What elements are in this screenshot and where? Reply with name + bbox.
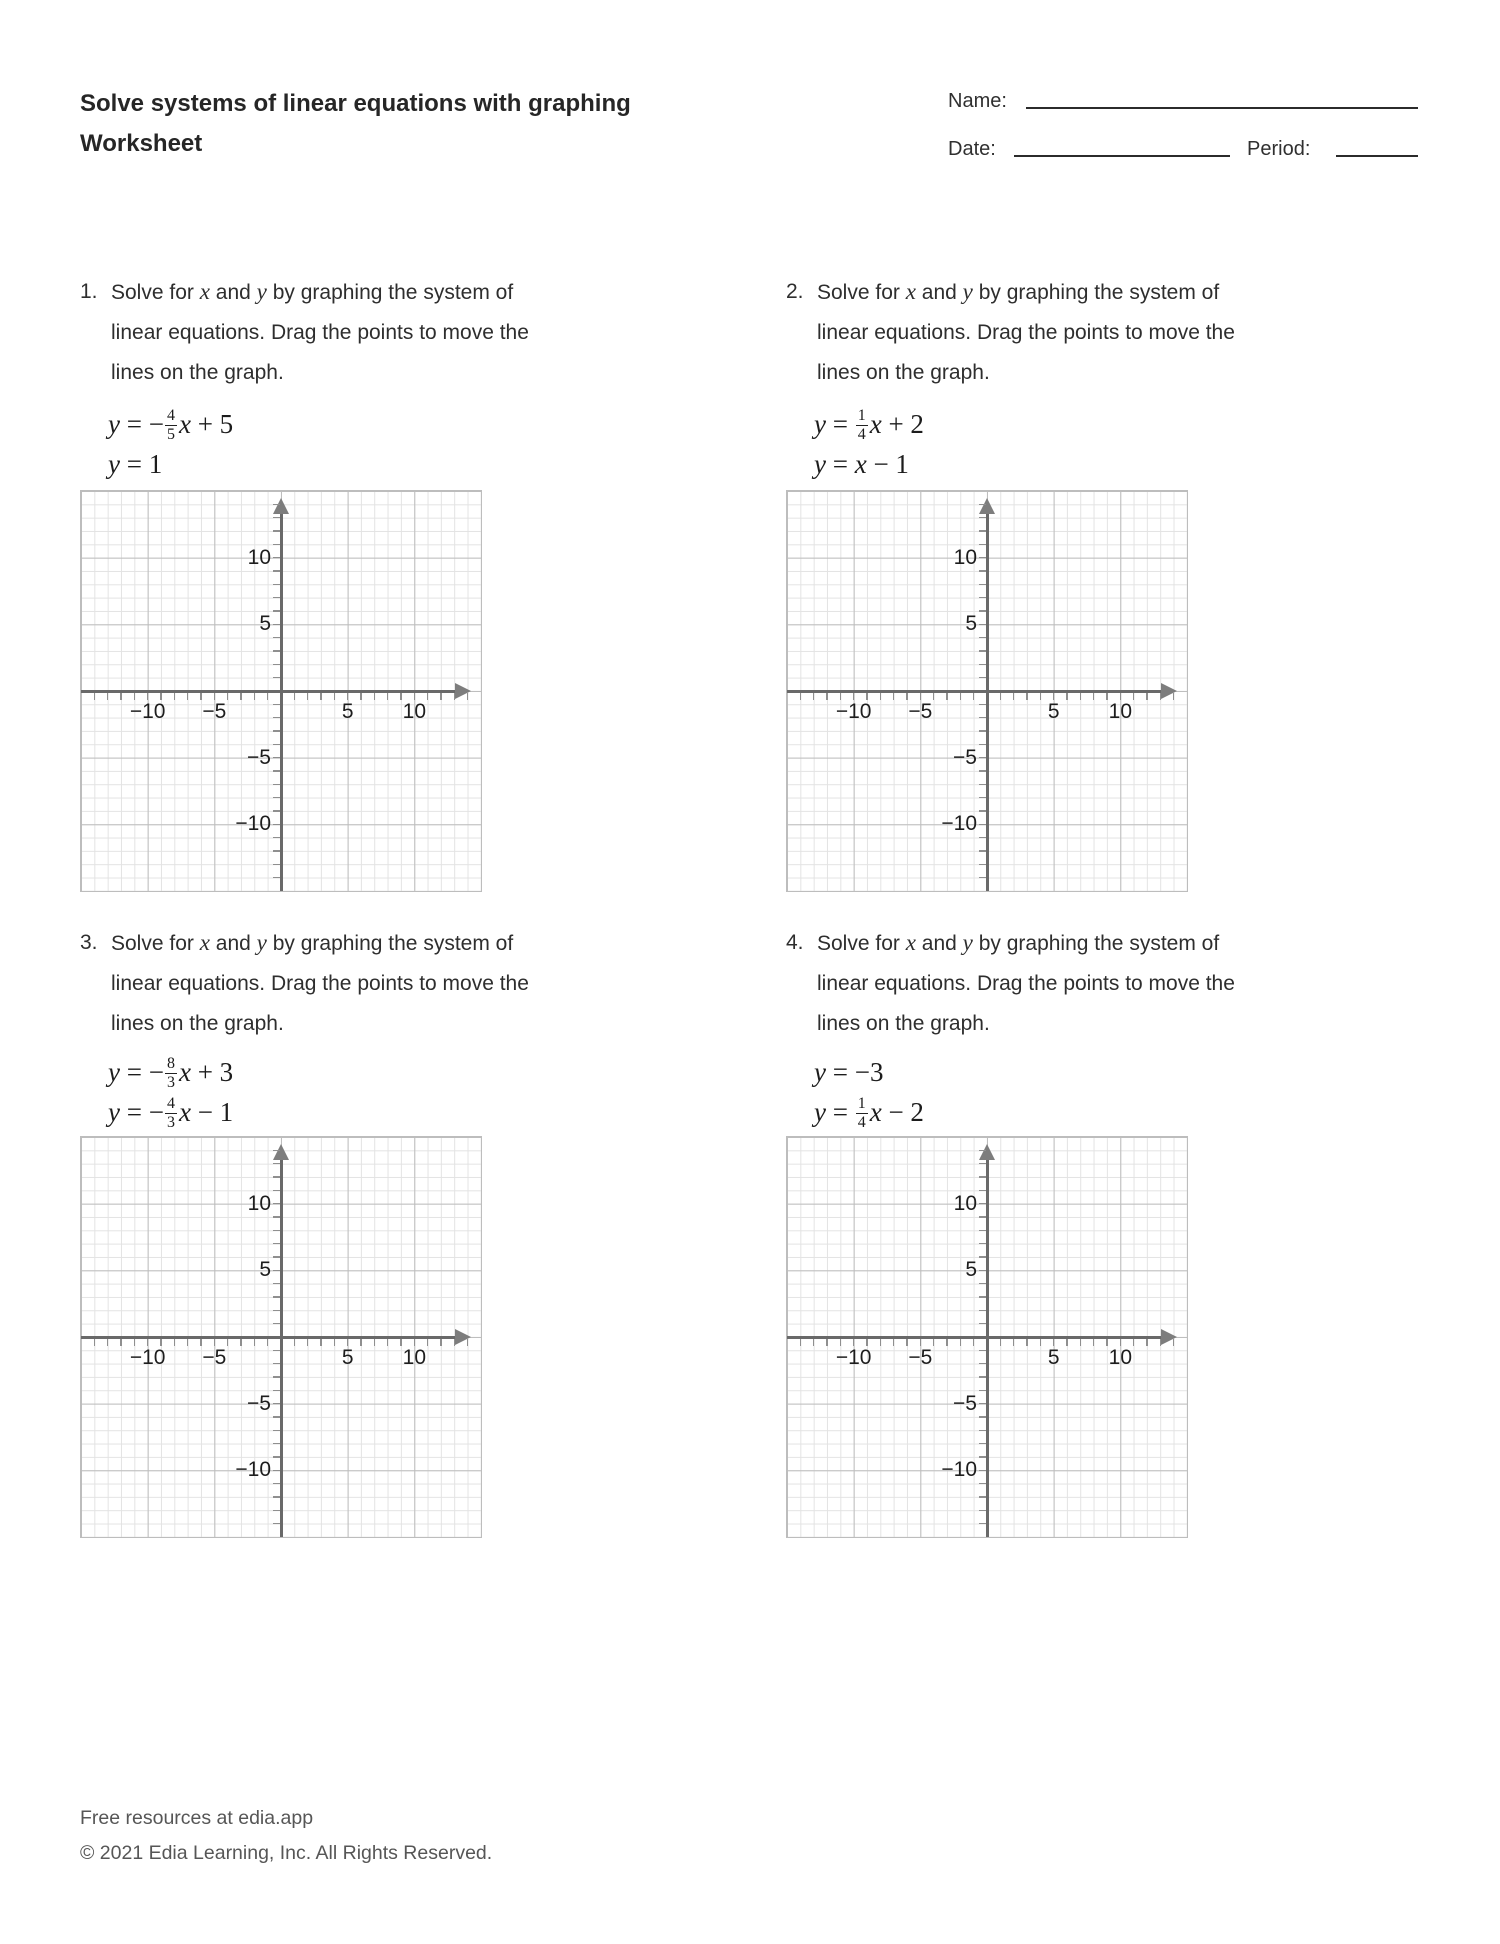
y-axis-tick xyxy=(273,1190,280,1192)
y-axis-tick xyxy=(979,1230,986,1232)
y-axis-tick xyxy=(273,1243,280,1245)
coordinate-grid[interactable] xyxy=(786,1136,1188,1538)
y-axis-tick xyxy=(979,1310,986,1312)
y-axis-tick xyxy=(979,1203,986,1205)
y-axis-tick xyxy=(273,730,280,732)
instruction-line: lines on the graph. xyxy=(817,361,990,384)
y-axis-tick xyxy=(979,544,986,546)
name-blank-line xyxy=(1026,107,1418,109)
y-axis-tick xyxy=(273,1203,280,1205)
x-tick-label: −5 xyxy=(908,1346,933,1369)
y-axis-tick xyxy=(979,744,986,746)
y-axis-tick xyxy=(273,1496,280,1498)
problem-number: 4. xyxy=(786,931,804,954)
y-axis-tick xyxy=(979,864,986,866)
y-axis-tick xyxy=(273,570,280,572)
x-axis-tick xyxy=(107,693,109,700)
x-tick-label: 10 xyxy=(1108,1346,1132,1369)
y-axis-tick xyxy=(979,570,986,572)
y-axis-tick xyxy=(273,584,280,586)
y-axis-tick xyxy=(979,1243,986,1245)
y-axis-tick xyxy=(979,1496,986,1498)
y-axis xyxy=(986,1160,989,1537)
x-axis-tick xyxy=(467,1339,469,1346)
y-axis-tick xyxy=(979,1443,986,1445)
y-axis-tick xyxy=(273,1456,280,1458)
y-axis-tick xyxy=(979,504,986,506)
y-axis-tick xyxy=(273,1230,280,1232)
math-variable: y xyxy=(108,408,120,439)
math-variable: x xyxy=(905,279,916,304)
y-axis-tick xyxy=(273,1430,280,1432)
equation-2: y = x − 1 xyxy=(814,448,909,479)
y-tick-label: 10 xyxy=(953,1191,977,1215)
y-axis-tick xyxy=(979,1470,986,1472)
instruction-line: linear equations. Drag the points to move the xyxy=(817,972,1235,995)
y-axis-tick xyxy=(273,1403,280,1405)
equation-system xyxy=(108,1052,528,1132)
y-axis-tick xyxy=(273,810,280,812)
problem-number: 2. xyxy=(786,280,804,303)
y-axis-tick xyxy=(273,597,280,599)
equation-system xyxy=(814,1052,1234,1132)
y-axis-tick xyxy=(273,1310,280,1312)
y-axis-tick xyxy=(273,824,280,826)
math-variable: y xyxy=(962,930,973,955)
x-axis-tick xyxy=(307,693,309,700)
problem-number: 3. xyxy=(80,931,98,954)
y-axis xyxy=(986,514,989,891)
y-axis-tick xyxy=(979,1483,986,1485)
equation-system xyxy=(108,404,528,484)
period-label: Period: xyxy=(1247,138,1311,160)
y-axis-arrow-icon xyxy=(273,1144,289,1160)
x-tick-label: −5 xyxy=(202,1346,227,1369)
math-variable: y xyxy=(814,408,826,439)
math-variable: y xyxy=(962,279,973,304)
y-tick-label: −10 xyxy=(235,1458,271,1482)
y-axis-tick xyxy=(979,1283,986,1285)
y-axis-tick xyxy=(273,784,280,786)
period-blank-line xyxy=(1336,155,1418,157)
equation-2: y = 1 xyxy=(108,448,163,479)
page-footer xyxy=(80,1801,492,1871)
x-axis-tick xyxy=(454,693,456,700)
y-axis-tick xyxy=(273,1523,280,1525)
x-axis-tick xyxy=(107,1339,109,1346)
y-tick-label: 5 xyxy=(965,1258,977,1282)
y-tick-label: 5 xyxy=(259,612,271,636)
y-axis-tick xyxy=(979,797,986,799)
date-blank-line xyxy=(1014,155,1230,157)
y-axis-tick xyxy=(273,664,280,666)
y-axis-tick xyxy=(979,530,986,532)
y-axis-tick xyxy=(979,717,986,719)
y-axis-tick xyxy=(273,1510,280,1512)
equation-1: y = $\frac{1}{4}$ x + 2 xyxy=(814,406,924,443)
instruction-line: Solve for x and y by graphing the system of xyxy=(817,279,1220,304)
y-axis-tick xyxy=(273,517,280,519)
x-axis-tick xyxy=(1160,693,1162,700)
x-axis-tick xyxy=(267,1339,269,1346)
y-axis-tick xyxy=(979,1376,986,1378)
y-axis-tick xyxy=(273,850,280,852)
instruction-line: lines on the graph. xyxy=(817,1012,990,1035)
x-axis-arrow-icon xyxy=(455,683,471,699)
y-axis-tick xyxy=(273,1390,280,1392)
y-axis-tick xyxy=(979,1256,986,1258)
x-axis-tick xyxy=(1013,693,1015,700)
x-axis-tick xyxy=(294,1339,296,1346)
math-variable: y xyxy=(108,1056,120,1087)
y-axis-tick xyxy=(979,824,986,826)
y-axis-tick xyxy=(979,584,986,586)
y-axis-tick xyxy=(979,650,986,652)
y-axis-tick xyxy=(979,850,986,852)
instruction-line: linear equations. Drag the points to move the xyxy=(111,321,529,344)
y-axis-tick xyxy=(273,1350,280,1352)
problem-2 xyxy=(786,272,1286,922)
y-tick-label: −5 xyxy=(953,745,977,769)
y-axis-tick xyxy=(979,810,986,812)
y-axis-tick xyxy=(979,784,986,786)
page-title xyxy=(80,84,631,164)
fraction: $\frac{4}{3}$ xyxy=(166,1094,175,1131)
y-axis-tick xyxy=(273,797,280,799)
x-tick-label: 5 xyxy=(341,1346,354,1369)
equation-2: y = $\frac{1}{4}$ x − 2 xyxy=(814,1094,924,1131)
y-axis-tick xyxy=(273,717,280,719)
y-axis-arrow-icon xyxy=(273,498,289,514)
problem-instruction xyxy=(817,272,1282,393)
y-axis-tick xyxy=(979,704,986,706)
y-axis xyxy=(280,1160,283,1537)
x-axis-tick xyxy=(960,693,962,700)
y-axis-tick xyxy=(979,757,986,759)
math-variable: x xyxy=(869,408,882,439)
y-axis-tick xyxy=(273,1470,280,1472)
math-variable: y xyxy=(814,448,826,479)
x-axis-tick xyxy=(1000,693,1002,700)
y-axis-tick xyxy=(979,1390,986,1392)
coordinate-grid[interactable] xyxy=(80,490,482,892)
equation-2: y = − $\frac{4}{3}$ x − 1 xyxy=(108,1094,234,1131)
x-axis-tick xyxy=(1173,693,1175,700)
y-axis-tick xyxy=(273,1363,280,1365)
y-axis-tick xyxy=(273,1256,280,1258)
math-variable: y xyxy=(256,279,267,304)
y-axis-tick xyxy=(273,1150,280,1152)
y-axis-tick xyxy=(273,1376,280,1378)
math-variable: x xyxy=(199,279,210,304)
y-axis-arrow-icon xyxy=(979,498,995,514)
x-axis-tick xyxy=(1000,1339,1002,1346)
y-axis-tick xyxy=(979,1363,986,1365)
y-axis-tick xyxy=(273,770,280,772)
y-axis-tick xyxy=(979,877,986,879)
equation-system xyxy=(814,404,1234,484)
name-label: Name: xyxy=(948,90,1007,112)
x-tick-label: −5 xyxy=(908,700,933,723)
y-axis-tick xyxy=(979,557,986,559)
y-tick-label: 10 xyxy=(953,545,977,569)
x-axis-tick xyxy=(800,693,802,700)
x-tick-label: 10 xyxy=(402,700,426,723)
y-axis-tick xyxy=(273,744,280,746)
x-tick-label: −10 xyxy=(129,1346,166,1369)
x-tick-label: −10 xyxy=(835,1346,872,1369)
footer-resources: Free resources at edia.app xyxy=(80,1807,314,1829)
y-axis-tick xyxy=(273,1283,280,1285)
problem-3 xyxy=(80,923,580,1573)
x-axis-tick xyxy=(960,1339,962,1346)
y-axis-tick xyxy=(273,837,280,839)
math-variable: y xyxy=(108,1096,120,1127)
y-axis-tick xyxy=(979,597,986,599)
y-axis-tick xyxy=(979,624,986,626)
y-tick-label: −5 xyxy=(953,1391,977,1415)
x-axis-arrow-icon xyxy=(455,1329,471,1345)
coordinate-grid[interactable] xyxy=(786,490,1188,892)
y-axis-tick xyxy=(273,624,280,626)
problem-instruction xyxy=(817,923,1282,1044)
y-axis-tick xyxy=(273,530,280,532)
y-axis-tick xyxy=(979,1176,986,1178)
y-axis-tick xyxy=(979,1403,986,1405)
y-axis-tick xyxy=(979,664,986,666)
y-axis-tick xyxy=(273,637,280,639)
equation-1: y = −3 xyxy=(814,1056,884,1087)
y-axis-tick xyxy=(273,1483,280,1485)
math-variable: y xyxy=(814,1096,826,1127)
math-variable: y xyxy=(814,1056,826,1087)
problem-number: 1. xyxy=(80,280,98,303)
instruction-line: lines on the graph. xyxy=(111,1012,284,1035)
x-axis-tick xyxy=(254,1339,256,1346)
y-axis-tick xyxy=(273,557,280,559)
math-variable: x xyxy=(178,1056,191,1087)
x-axis-tick xyxy=(1173,1339,1175,1346)
fraction: $\frac{1}{4}$ xyxy=(857,406,866,443)
fraction: $\frac{1}{4}$ xyxy=(857,1094,866,1131)
y-axis-tick xyxy=(979,1163,986,1165)
x-axis-tick xyxy=(254,693,256,700)
x-axis-tick xyxy=(973,1339,975,1346)
y-axis xyxy=(280,514,283,891)
y-axis-tick xyxy=(273,1443,280,1445)
fraction: $\frac{4}{5}$ xyxy=(166,406,175,443)
date-label: Date: xyxy=(948,138,996,160)
instruction-line: Solve for x and y by graphing the system of xyxy=(111,930,514,955)
y-axis-tick xyxy=(979,770,986,772)
x-axis-tick xyxy=(973,693,975,700)
y-axis-tick xyxy=(979,1456,986,1458)
x-tick-label: 10 xyxy=(402,1346,426,1369)
y-axis-tick xyxy=(979,1216,986,1218)
problem-4 xyxy=(786,923,1286,1573)
math-variable: x xyxy=(905,930,916,955)
y-axis-tick xyxy=(273,1176,280,1178)
math-variable: x xyxy=(199,930,210,955)
x-axis-tick xyxy=(467,693,469,700)
x-axis-tick xyxy=(94,1339,96,1346)
y-axis-tick xyxy=(273,1323,280,1325)
y-axis-tick xyxy=(979,677,986,679)
x-axis-arrow-icon xyxy=(1161,1329,1177,1345)
x-axis-tick xyxy=(1013,1339,1015,1346)
x-axis-tick xyxy=(813,1339,815,1346)
instruction-line: linear equations. Drag the points to move the xyxy=(817,321,1235,344)
y-tick-label: −5 xyxy=(247,1391,271,1415)
y-axis-tick xyxy=(979,1350,986,1352)
page-title-line1: Solve systems of linear equations with graphing xyxy=(80,90,631,117)
instruction-line: lines on the graph. xyxy=(111,361,284,384)
y-tick-label: 10 xyxy=(247,545,271,569)
x-tick-label: −10 xyxy=(129,700,166,723)
math-variable: x xyxy=(178,408,191,439)
fraction: $\frac{8}{3}$ xyxy=(166,1054,175,1091)
x-tick-label: 5 xyxy=(341,700,354,723)
x-tick-label: 10 xyxy=(1108,700,1132,723)
x-axis-tick xyxy=(294,693,296,700)
y-axis-tick xyxy=(979,637,986,639)
y-tick-label: 5 xyxy=(965,612,977,636)
y-axis-tick xyxy=(273,864,280,866)
x-axis-tick xyxy=(267,693,269,700)
math-variable: y xyxy=(256,930,267,955)
instruction-line: Solve for x and y by graphing the system of xyxy=(111,279,514,304)
y-axis-tick xyxy=(273,877,280,879)
y-axis-tick xyxy=(273,650,280,652)
y-tick-label: −5 xyxy=(247,745,271,769)
x-axis-tick xyxy=(1160,1339,1162,1346)
y-axis-tick xyxy=(979,1323,986,1325)
y-axis-tick xyxy=(979,517,986,519)
x-axis-tick xyxy=(800,1339,802,1346)
problem-instruction xyxy=(111,272,576,393)
y-axis-tick xyxy=(979,837,986,839)
y-axis-tick xyxy=(273,757,280,759)
y-axis-tick xyxy=(273,1163,280,1165)
coordinate-grid[interactable] xyxy=(80,1136,482,1538)
equation-1: y = − $\frac{8}{3}$ x + 3 xyxy=(108,1054,234,1091)
y-axis-tick xyxy=(273,1296,280,1298)
x-tick-label: −10 xyxy=(835,700,872,723)
x-axis-arrow-icon xyxy=(1161,683,1177,699)
y-axis-tick xyxy=(273,1216,280,1218)
y-tick-label: −10 xyxy=(235,812,271,836)
y-axis-tick xyxy=(273,677,280,679)
y-axis-tick xyxy=(979,1270,986,1272)
y-axis-tick xyxy=(273,610,280,612)
x-tick-label: 5 xyxy=(1047,700,1060,723)
math-variable: x xyxy=(869,1096,882,1127)
y-axis-tick xyxy=(979,1523,986,1525)
y-axis-tick xyxy=(979,1190,986,1192)
y-axis-tick xyxy=(979,1510,986,1512)
page-title-line2: Worksheet xyxy=(80,130,203,157)
equation-1: y = − $\frac{4}{5}$ x + 5 xyxy=(108,406,234,443)
math-variable: x xyxy=(854,448,867,479)
problem-instruction xyxy=(111,923,576,1044)
x-tick-label: −5 xyxy=(202,700,227,723)
y-axis-tick xyxy=(273,1416,280,1418)
x-axis-tick xyxy=(813,693,815,700)
math-variable: y xyxy=(108,448,120,479)
y-axis-arrow-icon xyxy=(979,1144,995,1160)
y-tick-label: −10 xyxy=(941,812,977,836)
instruction-line: linear equations. Drag the points to move the xyxy=(111,972,529,995)
x-tick-label: 5 xyxy=(1047,1346,1060,1369)
y-tick-label: −10 xyxy=(941,1458,977,1482)
y-axis-tick xyxy=(979,1296,986,1298)
y-axis-tick xyxy=(273,1270,280,1272)
y-tick-label: 10 xyxy=(247,1191,271,1215)
y-axis-tick xyxy=(979,730,986,732)
footer-copyright: © 2021 Edia Learning, Inc. All Rights Reserved. xyxy=(80,1842,493,1864)
y-axis-tick xyxy=(273,544,280,546)
y-axis-tick xyxy=(979,1416,986,1418)
y-axis-tick xyxy=(979,1430,986,1432)
y-axis-tick xyxy=(979,610,986,612)
y-tick-label: 5 xyxy=(259,1258,271,1282)
x-axis-tick xyxy=(307,1339,309,1346)
y-axis-tick xyxy=(273,504,280,506)
x-axis-tick xyxy=(454,1339,456,1346)
y-axis-tick xyxy=(979,1150,986,1152)
x-axis-tick xyxy=(94,693,96,700)
problem-1 xyxy=(80,272,580,922)
y-axis-tick xyxy=(273,704,280,706)
math-variable: x xyxy=(178,1096,191,1127)
instruction-line: Solve for x and y by graphing the system of xyxy=(817,930,1220,955)
